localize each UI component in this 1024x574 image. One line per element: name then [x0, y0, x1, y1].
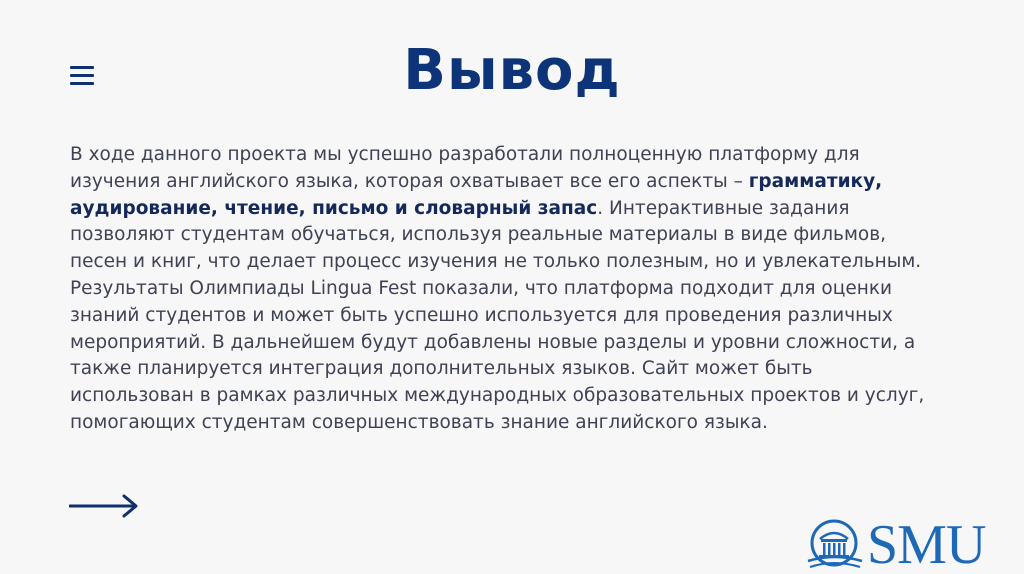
university-emblem-icon	[806, 517, 866, 574]
logo-text: SMU	[867, 517, 986, 574]
paragraph-bold-skills: грамматику, аудирование, чтение, письмо и словарный запас	[70, 170, 883, 219]
university-logo	[806, 517, 1012, 574]
slide-title: Вывод	[403, 38, 621, 103]
paragraph-text-end: . Интерактивные задания позволяют студентам обучаться, используя реальные материалы в виде фильмов, песен и книг, что делает процесс изучения не только полезным, но и увлекательным. Результаты Олимпиады Lingua Fest показали, что платформа подходит для оценки знаний студентов и может быть успешно используется для проведения различных мероприятий. В дальнейшем будут добавлены новые разделы и уровни сложности, а также планируется интеграция дополнительных языков. Сайт может быть использован в рамках различных международных образовательных проектов и услуг, помогающих студентам совершенствовать знание английского языка.	[70, 197, 925, 433]
right-arrow-icon[interactable]	[69, 494, 139, 518]
conclusion-paragraph	[70, 142, 940, 437]
paragraph-text-start: В ходе данного проекта мы успешно разработали полноценную платформу для изучения английского языка, которая охватывает все его аспекты –	[70, 144, 860, 192]
